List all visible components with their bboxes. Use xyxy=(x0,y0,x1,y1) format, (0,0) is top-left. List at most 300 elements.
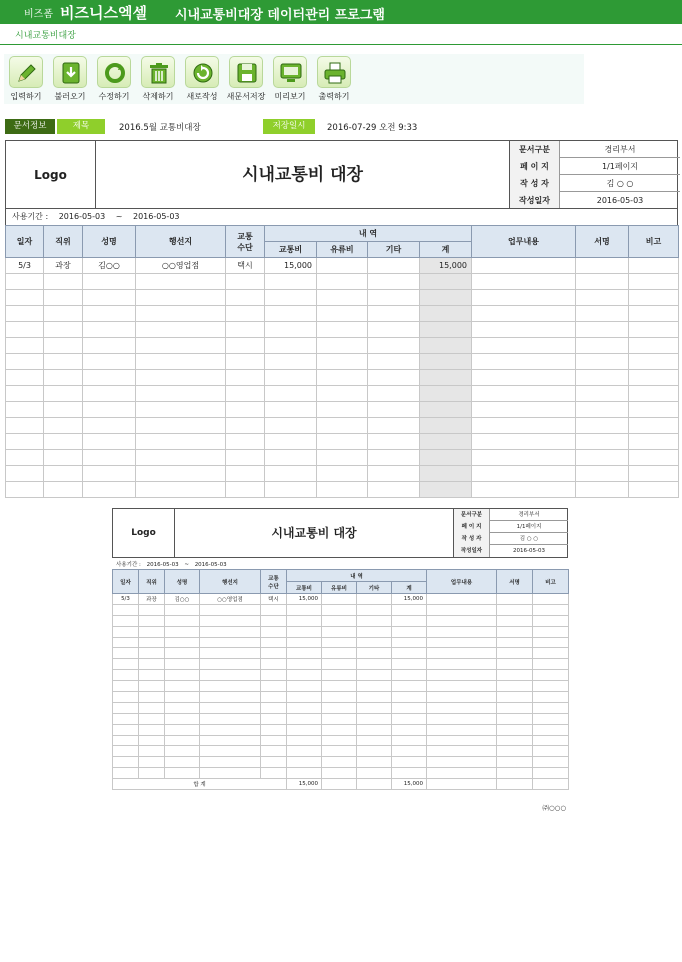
cell-work[interactable] xyxy=(472,306,576,322)
cell-work[interactable] xyxy=(472,258,576,274)
cell-transport xyxy=(261,626,287,637)
cell-name xyxy=(165,735,200,746)
cell-note xyxy=(533,702,569,713)
cell-fare xyxy=(287,681,322,692)
cell-date[interactable] xyxy=(6,418,44,434)
table-row xyxy=(113,724,569,735)
cell-sign[interactable] xyxy=(576,418,629,434)
cell-position[interactable] xyxy=(44,274,83,290)
cell-transport[interactable] xyxy=(226,450,265,466)
cell-position xyxy=(139,659,165,670)
cell-name[interactable] xyxy=(83,386,136,402)
cell-transport[interactable] xyxy=(226,306,265,322)
sub-bar xyxy=(0,24,682,45)
cell-destination[interactable] xyxy=(136,450,226,466)
cell-name xyxy=(165,702,200,713)
cell-name[interactable] xyxy=(83,354,136,370)
cell-work xyxy=(427,702,497,713)
cell-date xyxy=(113,724,139,735)
cell-date xyxy=(113,692,139,703)
cell-work[interactable] xyxy=(472,290,576,306)
col-detail: 내 역 xyxy=(265,226,472,242)
cell-fuel[interactable] xyxy=(317,306,368,322)
trash-icon xyxy=(141,56,175,88)
cell-destination[interactable] xyxy=(136,338,226,354)
cell-note[interactable] xyxy=(629,290,679,306)
cell-destination: ○○영업점 xyxy=(200,594,261,605)
cell-position[interactable] xyxy=(44,418,83,434)
cell-date[interactable] xyxy=(6,338,44,354)
cell-date[interactable] xyxy=(6,386,44,402)
ledger-sheet xyxy=(5,140,678,500)
pencil-icon xyxy=(9,56,43,88)
cell-etc[interactable] xyxy=(368,482,420,498)
cell-work xyxy=(427,681,497,692)
cell-fuel[interactable] xyxy=(317,370,368,386)
cell-sum[interactable] xyxy=(420,418,472,434)
cell-note[interactable] xyxy=(629,482,679,498)
cell-fuel[interactable] xyxy=(317,338,368,354)
cell-position[interactable] xyxy=(44,466,83,482)
cell-name[interactable] xyxy=(83,274,136,290)
cell-fuel xyxy=(322,735,357,746)
download-icon xyxy=(53,56,87,88)
ledger-table xyxy=(5,225,679,498)
cell-etc[interactable] xyxy=(368,322,420,338)
cell-destination[interactable] xyxy=(136,386,226,402)
cell-work xyxy=(427,670,497,681)
table-row xyxy=(6,306,679,322)
cell-fuel[interactable] xyxy=(317,482,368,498)
preview-button[interactable]: 미리보기 xyxy=(268,54,312,104)
cell-work[interactable] xyxy=(472,466,576,482)
cell-transport[interactable] xyxy=(226,386,265,402)
cell-etc[interactable] xyxy=(368,290,420,306)
saved-tag: 저장일시 xyxy=(263,119,315,134)
cell-sum[interactable] xyxy=(420,466,472,482)
cell-date[interactable] xyxy=(6,306,44,322)
table-row xyxy=(113,670,569,681)
cell-fare[interactable] xyxy=(265,274,317,290)
cell-fare[interactable] xyxy=(265,450,317,466)
refresh-icon xyxy=(97,56,131,88)
cell-note[interactable] xyxy=(629,418,679,434)
cell-date[interactable] xyxy=(6,354,44,370)
cell-transport[interactable] xyxy=(226,274,265,290)
cell-etc[interactable] xyxy=(368,306,420,322)
cell-sum[interactable] xyxy=(420,434,472,450)
save-new-button[interactable]: 새문서저장 xyxy=(224,54,268,104)
cell-name xyxy=(165,692,200,703)
cell-sum[interactable] xyxy=(420,322,472,338)
cell-etc[interactable] xyxy=(368,434,420,450)
cell-work[interactable] xyxy=(472,354,576,370)
doc-info-tag: 문서정보 xyxy=(5,119,55,134)
cell-note[interactable] xyxy=(629,274,679,290)
cell-fare xyxy=(287,648,322,659)
cell-destination xyxy=(200,681,261,692)
document-title: 시내교통비 대장 xyxy=(242,165,363,185)
cell-sum[interactable] xyxy=(420,386,472,402)
cell-position[interactable] xyxy=(44,402,83,418)
cell-transport[interactable] xyxy=(226,322,265,338)
preview-meta-row: 작성일자 2016-05-03 xyxy=(454,545,568,557)
cell-fuel xyxy=(322,594,357,605)
cell-name[interactable] xyxy=(83,290,136,306)
cell-name[interactable] xyxy=(83,418,136,434)
title-tag: 제목 xyxy=(57,119,105,134)
cell-note xyxy=(533,648,569,659)
cell-note xyxy=(533,681,569,692)
cell-name[interactable] xyxy=(83,450,136,466)
table-row xyxy=(113,713,569,724)
cell-date[interactable] xyxy=(6,274,44,290)
cell-fuel[interactable] xyxy=(317,274,368,290)
load-button[interactable]: 불러오기 xyxy=(48,54,92,104)
table-row xyxy=(6,386,679,402)
cell-etc[interactable] xyxy=(368,338,420,354)
table-row xyxy=(6,338,679,354)
cell-position[interactable] xyxy=(44,306,83,322)
cell-sum[interactable] xyxy=(420,274,472,290)
cell-sign xyxy=(497,724,533,735)
input-button[interactable]: 입력하기 xyxy=(4,54,48,104)
cell-transport xyxy=(261,735,287,746)
cell-work[interactable] xyxy=(472,370,576,386)
cell-note[interactable] xyxy=(629,306,679,322)
cell-date[interactable] xyxy=(6,466,44,482)
cell-work xyxy=(427,626,497,637)
cell-destination[interactable] xyxy=(136,306,226,322)
cell-sign[interactable] xyxy=(576,466,629,482)
cell-date[interactable] xyxy=(6,434,44,450)
cell-sign[interactable] xyxy=(576,386,629,402)
cell-fuel[interactable] xyxy=(317,418,368,434)
meta-box xyxy=(509,141,679,209)
new-button[interactable]: 새로작성 xyxy=(180,54,224,104)
cell-sum xyxy=(392,746,427,757)
cell-note[interactable] xyxy=(629,466,679,482)
cell-etc[interactable] xyxy=(368,370,420,386)
cell-note[interactable] xyxy=(629,322,679,338)
total-cell xyxy=(497,779,533,790)
cell-fuel xyxy=(322,713,357,724)
cell-name xyxy=(165,681,200,692)
cell-fare xyxy=(287,746,322,757)
cell-work[interactable] xyxy=(472,450,576,466)
cell-sign[interactable] xyxy=(576,322,629,338)
cell-fuel xyxy=(322,626,357,637)
cell-sign[interactable] xyxy=(576,274,629,290)
cell-fuel xyxy=(322,768,357,779)
cell-work xyxy=(427,659,497,670)
cell-date[interactable] xyxy=(6,370,44,386)
cell-destination xyxy=(200,604,261,615)
cell-work[interactable] xyxy=(472,322,576,338)
cell-name xyxy=(165,724,200,735)
cell-fare xyxy=(287,659,322,670)
cell-transport xyxy=(261,724,287,735)
cell-note xyxy=(533,604,569,615)
print-button[interactable]: 출력하기 xyxy=(312,54,356,104)
cell-etc[interactable] xyxy=(368,354,420,370)
cell-fuel[interactable] xyxy=(317,434,368,450)
cell-fuel[interactable] xyxy=(317,322,368,338)
cell-name[interactable] xyxy=(83,338,136,354)
cell-fare[interactable]: 15,000 xyxy=(265,258,317,274)
cell-transport[interactable] xyxy=(226,354,265,370)
cell-fuel xyxy=(322,659,357,670)
cell-name[interactable] xyxy=(83,482,136,498)
cell-note[interactable] xyxy=(629,450,679,466)
table-row xyxy=(113,594,569,605)
cell-sign[interactable] xyxy=(576,434,629,450)
cell-fuel[interactable] xyxy=(317,402,368,418)
cell-transport[interactable] xyxy=(226,402,265,418)
cell-destination[interactable] xyxy=(136,466,226,482)
cell-etc[interactable] xyxy=(368,418,420,434)
cell-note[interactable] xyxy=(629,434,679,450)
cell-work[interactable] xyxy=(472,274,576,290)
cell-sum[interactable] xyxy=(420,354,472,370)
cell-position[interactable] xyxy=(44,386,83,402)
cell-work[interactable] xyxy=(472,418,576,434)
title-value: 2016.5월 교통비대장 xyxy=(119,123,201,133)
cell-fare[interactable] xyxy=(265,466,317,482)
table-row xyxy=(113,615,569,626)
cell-fuel xyxy=(322,615,357,626)
cell-destination[interactable]: ○○영업점 xyxy=(136,258,226,274)
cell-fuel xyxy=(322,724,357,735)
cell-sign[interactable] xyxy=(576,258,629,274)
breadcrumb[interactable]: 시내교통비대장 xyxy=(15,31,76,41)
cell-transport[interactable] xyxy=(226,370,265,386)
cell-note xyxy=(533,768,569,779)
cell-fuel[interactable] xyxy=(317,466,368,482)
cell-work[interactable] xyxy=(472,482,576,498)
cell-sign xyxy=(497,659,533,670)
cell-date xyxy=(113,670,139,681)
cell-etc xyxy=(357,735,392,746)
cell-name[interactable] xyxy=(83,306,136,322)
cell-note[interactable] xyxy=(629,370,679,386)
cell-fare[interactable] xyxy=(265,338,317,354)
cell-position xyxy=(139,692,165,703)
cell-note[interactable] xyxy=(629,354,679,370)
meta-row: 작성일자 2016-05-03 xyxy=(510,192,680,209)
cell-sum[interactable] xyxy=(420,290,472,306)
cell-etc xyxy=(357,757,392,768)
cell-fare xyxy=(287,768,322,779)
cell-transport[interactable] xyxy=(226,482,265,498)
col-fuel: 유류비 xyxy=(317,242,368,258)
cell-note[interactable] xyxy=(629,402,679,418)
cell-fare xyxy=(287,637,322,648)
table-row xyxy=(113,626,569,637)
cell-fare[interactable] xyxy=(265,322,317,338)
cell-fare[interactable] xyxy=(265,290,317,306)
cell-note[interactable] xyxy=(629,386,679,402)
cell-fare xyxy=(287,724,322,735)
cell-fuel[interactable] xyxy=(317,354,368,370)
cell-position[interactable] xyxy=(44,322,83,338)
cell-date[interactable] xyxy=(6,322,44,338)
total-label: 합 계 xyxy=(113,779,287,790)
cell-destination[interactable] xyxy=(136,482,226,498)
cell-position xyxy=(139,713,165,724)
cell-sign[interactable] xyxy=(576,306,629,322)
cell-position[interactable] xyxy=(44,370,83,386)
table-row xyxy=(113,692,569,703)
cell-destination[interactable] xyxy=(136,418,226,434)
cell-sum[interactable] xyxy=(420,450,472,466)
cell-sign[interactable] xyxy=(576,290,629,306)
cell-transport[interactable] xyxy=(226,338,265,354)
cell-sign xyxy=(497,735,533,746)
cell-position[interactable] xyxy=(44,354,83,370)
cell-note[interactable] xyxy=(629,338,679,354)
cell-etc[interactable] xyxy=(368,386,420,402)
cell-etc xyxy=(357,637,392,648)
cell-sign[interactable] xyxy=(576,338,629,354)
cell-destination[interactable] xyxy=(136,274,226,290)
cell-sum xyxy=(392,768,427,779)
total-cell xyxy=(357,779,392,790)
cell-transport[interactable] xyxy=(226,466,265,482)
cell-sum[interactable]: 15,000 xyxy=(420,258,472,274)
cell-note xyxy=(533,757,569,768)
cell-work xyxy=(427,637,497,648)
cell-work xyxy=(427,692,497,703)
cell-position[interactable] xyxy=(44,434,83,450)
cell-etc xyxy=(357,724,392,735)
delete-button[interactable]: 삭제하기 xyxy=(136,54,180,104)
cell-sign[interactable] xyxy=(576,402,629,418)
cell-date[interactable] xyxy=(6,450,44,466)
cell-name[interactable] xyxy=(83,466,136,482)
cell-date[interactable]: 5/3 xyxy=(6,258,44,274)
cell-destination[interactable] xyxy=(136,322,226,338)
cell-transport xyxy=(261,702,287,713)
cell-sign[interactable] xyxy=(576,370,629,386)
cell-sum[interactable] xyxy=(420,306,472,322)
cell-fare[interactable] xyxy=(265,434,317,450)
cell-fare[interactable] xyxy=(265,306,317,322)
cell-fare[interactable] xyxy=(265,370,317,386)
cell-work xyxy=(427,615,497,626)
cell-sign xyxy=(497,746,533,757)
cell-destination xyxy=(200,659,261,670)
table-row xyxy=(6,450,679,466)
cell-transport[interactable] xyxy=(226,434,265,450)
edit-button[interactable]: 수정하기 xyxy=(92,54,136,104)
cell-work[interactable] xyxy=(472,402,576,418)
cell-note xyxy=(533,735,569,746)
cell-fare[interactable] xyxy=(265,354,317,370)
cell-etc xyxy=(357,681,392,692)
cell-date[interactable] xyxy=(6,482,44,498)
cell-name[interactable]: 김○○ xyxy=(83,258,136,274)
cell-fuel xyxy=(322,637,357,648)
cell-date[interactable] xyxy=(6,402,44,418)
cell-name[interactable] xyxy=(83,322,136,338)
cell-work[interactable] xyxy=(472,434,576,450)
cell-position[interactable]: 과장 xyxy=(44,258,83,274)
total-fare: 15,000 xyxy=(287,779,322,790)
cell-date[interactable] xyxy=(6,290,44,306)
cell-destination[interactable] xyxy=(136,434,226,450)
cell-work xyxy=(427,735,497,746)
cell-sign xyxy=(497,757,533,768)
col-date: 일자 xyxy=(6,226,44,258)
cell-destination xyxy=(200,768,261,779)
cell-fuel[interactable] xyxy=(317,386,368,402)
cell-sign xyxy=(497,692,533,703)
cell-etc[interactable] xyxy=(368,274,420,290)
cell-fare[interactable] xyxy=(265,386,317,402)
cell-note[interactable] xyxy=(629,258,679,274)
cell-transport[interactable]: 택시 xyxy=(226,258,265,274)
cell-fuel[interactable] xyxy=(317,258,368,274)
cell-sum[interactable] xyxy=(420,482,472,498)
preview-meta-row: 문서구분 경리부서 xyxy=(454,509,568,521)
cell-sign xyxy=(497,604,533,615)
cell-etc[interactable] xyxy=(368,258,420,274)
cell-fare[interactable] xyxy=(265,482,317,498)
cell-sign[interactable] xyxy=(576,450,629,466)
cell-fuel xyxy=(322,681,357,692)
cell-name[interactable] xyxy=(83,434,136,450)
cell-sum[interactable] xyxy=(420,402,472,418)
cell-destination[interactable] xyxy=(136,402,226,418)
cell-sum[interactable] xyxy=(420,370,472,386)
cell-position[interactable] xyxy=(44,338,83,354)
cell-name[interactable] xyxy=(83,402,136,418)
cell-sum[interactable] xyxy=(420,338,472,354)
preview-header xyxy=(112,508,568,558)
cell-position[interactable] xyxy=(44,450,83,466)
cell-etc[interactable] xyxy=(368,402,420,418)
cell-fare[interactable] xyxy=(265,402,317,418)
cell-work[interactable] xyxy=(472,386,576,402)
cell-fuel xyxy=(322,692,357,703)
cell-etc[interactable] xyxy=(368,466,420,482)
cell-fare[interactable] xyxy=(265,418,317,434)
cell-transport[interactable] xyxy=(226,290,265,306)
cell-destination[interactable] xyxy=(136,370,226,386)
cell-fuel[interactable] xyxy=(317,290,368,306)
cell-work[interactable] xyxy=(472,338,576,354)
cell-sign[interactable] xyxy=(576,482,629,498)
cell-etc[interactable] xyxy=(368,450,420,466)
cell-sum xyxy=(392,615,427,626)
cell-transport[interactable] xyxy=(226,418,265,434)
cell-fuel[interactable] xyxy=(317,450,368,466)
cell-name[interactable] xyxy=(83,370,136,386)
cell-note xyxy=(533,626,569,637)
cell-position[interactable] xyxy=(44,482,83,498)
cell-transport xyxy=(261,648,287,659)
table-row xyxy=(6,258,679,274)
cell-sign[interactable] xyxy=(576,354,629,370)
cell-destination[interactable] xyxy=(136,354,226,370)
col-work: 업무내용 xyxy=(472,226,576,258)
brand-logo: 비즈니스엑셀 xyxy=(60,4,147,22)
cell-fuel xyxy=(322,757,357,768)
col-destination: 행선지 xyxy=(136,226,226,258)
cell-destination[interactable] xyxy=(136,290,226,306)
cell-position[interactable] xyxy=(44,290,83,306)
